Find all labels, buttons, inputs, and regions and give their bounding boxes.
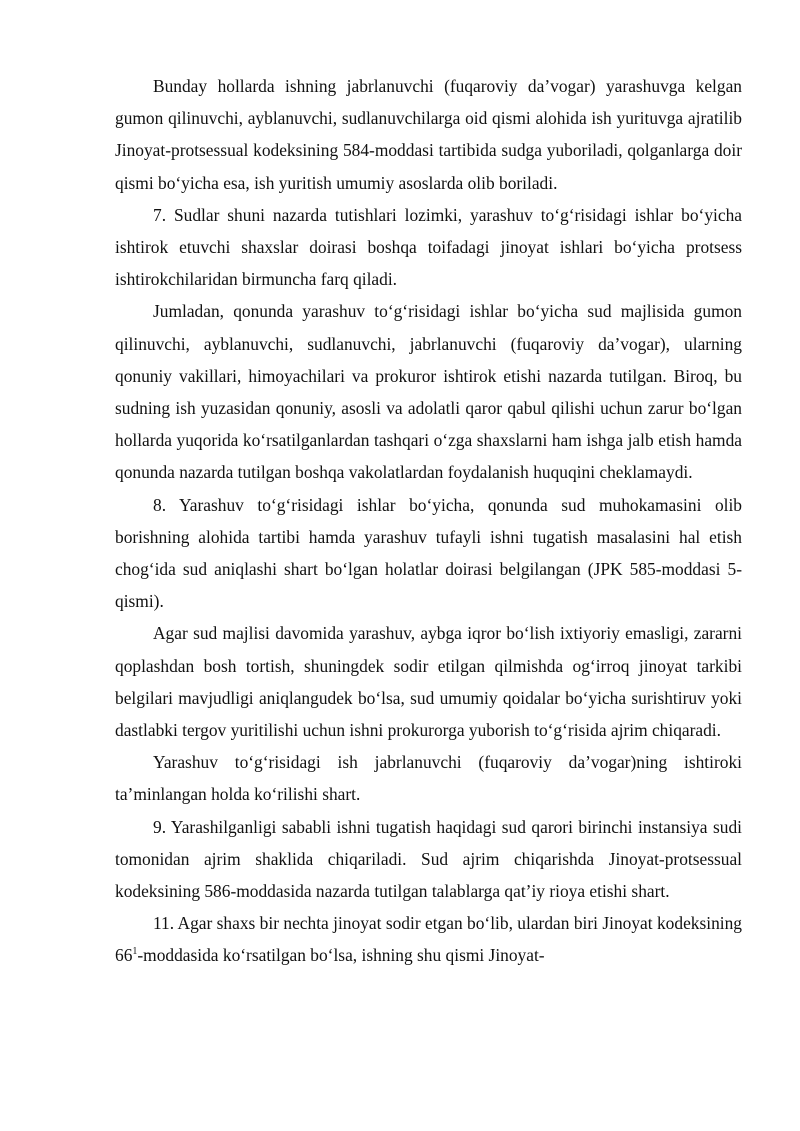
paragraph-7: 7. Sudlar shuni nazarda tutishlari lozimki, yarashuv to‘g‘risidagi ishlar bo‘yicha ishtirok etuvchi shaxslar doirasi boshqa toifadagi jinoyat ishlari bo‘yicha protsess ishtirokchilaridan birmuncha farq qiladi. [115,204,742,290]
paragraph-8-detail: Agar sud majlisi davomida yarashuv, aybga iqror bo‘lish ixtiyoriy emasligi, zararni qoplashdan bosh tortish, shuningdek sodir etilgan qilmishda og‘irroq jinoyat tarkibi belgilari mavjudligi aniqlangudek bo‘lsa, sud umumiy qoidalar bo‘yicha surishtiruv yoki dastlabki tergov yuritilishi uchun ishni prokurorga yuborish to‘g‘risida ajrim chiqaradi. [115,623,742,741]
paragraph-8: 8. Yarashuv to‘g‘risidagi ishlar bo‘yicha, qonunda sud muhokamasini olib borishning alohida tartibi hamda yarashuv tufayli ishni tugatish masalasini hal etish chog‘ida sud aniqlashi shart bo‘lgan holatlar doirasi belgilangan (JPK 585-moddasi 5-qismi). [115,494,742,612]
article-superscript: 1 [132,946,138,958]
paragraph-11 [115,907,742,971]
paragraph-7-detail: Jumladan, qonunda yarashuv to‘g‘risidagi ishlar bo‘yicha sud majlisida gumon qilinuvchi, ayblanuvchi, sudlanuvchi, jabrlanuvchi (fuqaroviy da’vogar), ularning qonuniy vakillari, himoyachilari va prokuror ishtirok etishi nazarda tutilgan. Biroq, bu sudning ish yuzasidan qonuniy, asosli va adolatli qaror qabul qilishi uchun zarur bo‘lgan hollarda yuqorida ko‘rsatilganlardan tashqari o‘zga shaxslarni ham ishga jalb etish hamda qonunda nazarda tutilgan boshqa vakolatlardan foydalanish huquqini cheklamaydi. [115,301,742,483]
paragraph-11-text-end: -moddasida ko‘rsatilgan bo‘lsa, ishning shu qismi Jinoyat- [137,945,545,966]
paragraph-9: 9. Yarashilganligi sababli ishni tugatish haqidagi sud qarori birinchi instansiya sudi tomonidan ajrim shaklida chiqariladi. Sud ajrim chiqarishda Jinoyat-protsessual kodeksining 586-moddasida nazarda tutilgan talablarga qat’iy rioya etishi shart. [115,816,742,902]
paragraph-11-text-start: 11. Agar shaxs bir nechta jinoyat sodir etgan bo‘lib, ulardan biri Jinoyat kodeksining 66 [115,913,742,966]
paragraph-8-participation: Yarashuv to‘g‘risidagi ish jabrlanuvchi (fuqaroviy da’vogar)ning ishtiroki ta’minlangan holda ko‘rilishi shart. [115,752,742,805]
paragraph-continuation: Bunday hollarda ishning jabrlanuvchi (fuqaroviy da’vogar) yarashuvga kelgan gumon qilinuvchi, ayblanuvchi, sudlanuvchilarga oid qismi alohida ish yurituvga ajratilib Jinoyat-protsessual kodeksining 584-moddasi tartibida sudga yuboriladi, qolganlarga doir qismi bo‘yicha esa, ish yuritish umumiy asoslarda olib boriladi. [115,76,742,193]
document-page [115,70,742,972]
